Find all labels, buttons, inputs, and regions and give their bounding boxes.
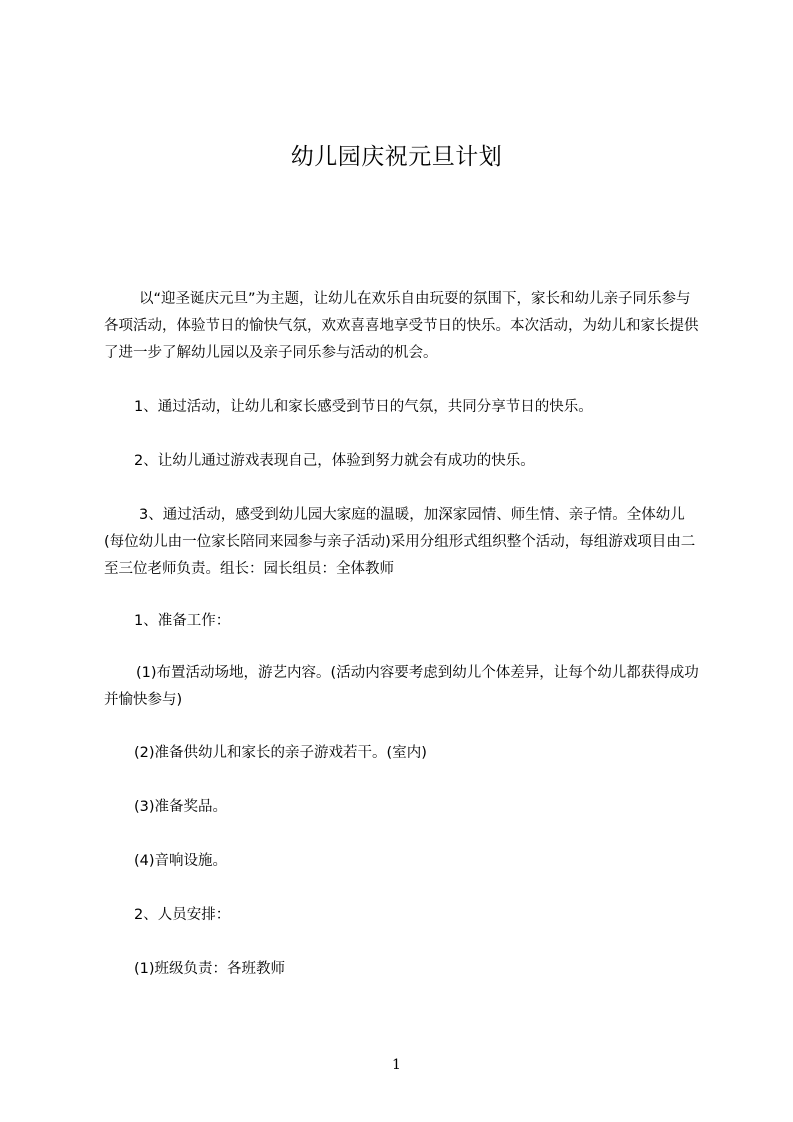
preparation-item-1: (1)布置活动场地，游艺内容。(活动内容要考虑到幼儿个体差异，让每个幼儿都获得成功并愉快参与): [104, 665, 699, 708]
preparation-item-4: (4)音响设施。: [134, 853, 228, 869]
page-title: 幼儿园庆祝元旦计划: [290, 144, 503, 170]
intro-paragraph: 以“迎圣诞庆元旦”为主题，让幼儿在欢乐自由玩耍的氛围下，家长和幼儿亲子同乐参与各项活动，体验节日的愉快气氛，欢欢喜喜地享受节日的快乐。本次活动，为幼儿和家长提供了进一步了解幼儿园以及亲子同乐参与活动的机会。: [104, 291, 699, 361]
goal-paragraph-2: 2、让幼儿通过游戏表现自己，体验到努力就会有成功的快乐。: [134, 453, 535, 469]
goal-paragraph-1: 1、通过活动，让幼儿和家长感受到节日的气氛，共同分享节日的快乐。: [134, 399, 593, 415]
section-heading-staffing: 2、人员安排：: [134, 907, 231, 923]
page-number: 1: [392, 1057, 401, 1073]
preparation-item-3: (3)准备奖品。: [134, 799, 228, 815]
preparation-item-2: (2)准备供幼儿和家长的亲子游戏若干。(室内): [134, 745, 427, 761]
goal-paragraph-3: 3、通过活动，感受到幼儿园大家庭的温暖，加深家园情、师生情、亲子情。全体幼儿(每位幼儿由一位家长陪同来园参与亲子活动)采用分组形式组织整个活动，每组游戏项目由二至三位老师负责。组长：园长组员：全体教师: [104, 507, 696, 577]
section-heading-preparation: 1、准备工作：: [134, 613, 231, 629]
staffing-item-1: (1)班级负责：各班教师: [134, 961, 286, 977]
